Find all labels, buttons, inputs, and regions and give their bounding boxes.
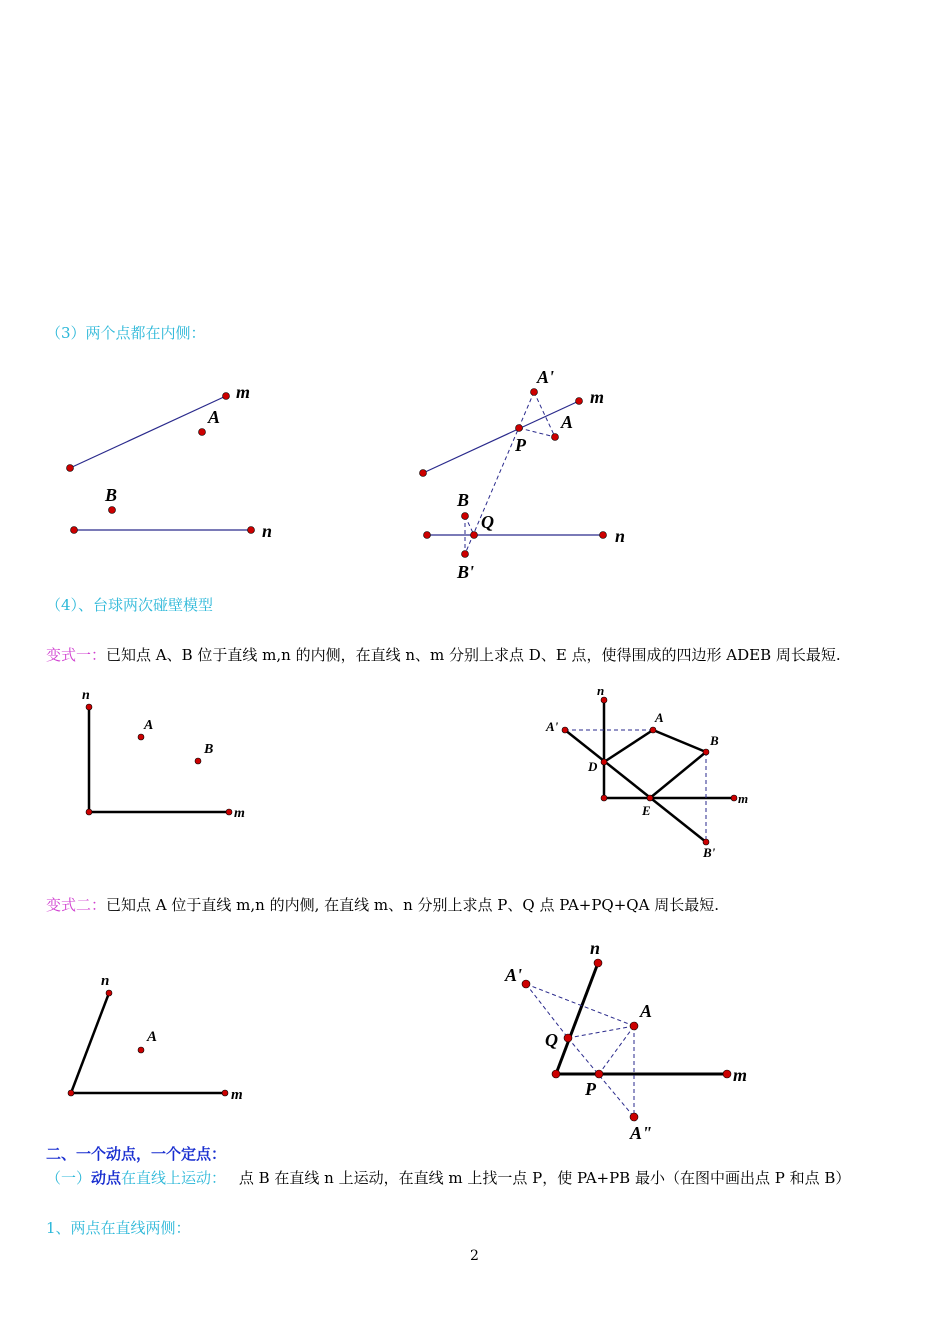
label-e: E — [642, 803, 651, 818]
sub-desc: 点 B 在直线 n 上运动，在直线 m 上找一点 P，使 PA+PB 最小（在图中画出点 P 和点 B） — [238, 1169, 851, 1187]
label-a-prime: A' — [505, 965, 523, 985]
label-b: B — [457, 490, 470, 510]
point-p — [595, 1070, 603, 1078]
point-a — [630, 1022, 638, 1030]
section-3-title: （3）两个点都在内侧： — [46, 324, 206, 342]
label-m: m — [234, 806, 245, 821]
item-1-title: 1、两点在直线两侧： — [46, 1219, 191, 1237]
label-a: A — [208, 407, 221, 427]
point-q — [564, 1034, 572, 1042]
label-n: n — [615, 526, 626, 546]
sub-prefix: （一） — [46, 1169, 92, 1187]
label-d: D — [588, 759, 598, 774]
variant-2-prefix: 变式二： — [46, 896, 107, 914]
label-q: Q — [481, 512, 494, 532]
part-2-heading: 二、一个动点，一个定点： — [46, 1145, 227, 1163]
label-m: m — [733, 1065, 748, 1085]
point-origin — [552, 1070, 560, 1078]
label-n: n — [82, 688, 90, 703]
label-m: m — [590, 387, 605, 407]
sub-bold: 动点 — [91, 1169, 122, 1187]
label-a: A — [144, 718, 154, 733]
label-b-prime: B' — [703, 845, 716, 860]
part-2-subheading — [46, 1169, 850, 1187]
sub-rest: 在直线上运动： — [121, 1169, 227, 1187]
label-m: m — [236, 382, 251, 402]
label-n: n — [597, 683, 605, 698]
label-a-prime: A' — [537, 367, 555, 387]
label-b: B — [710, 733, 719, 748]
label-a: A — [655, 710, 664, 725]
label-a: A — [561, 412, 574, 432]
page-number: 2 — [470, 1248, 479, 1264]
label-b: B — [105, 485, 118, 505]
label-a: A — [640, 1001, 653, 1021]
label-m: m — [231, 1087, 243, 1103]
section-4-title: （4）、台球两次碰壁模型 — [46, 596, 214, 614]
label-n: n — [262, 521, 273, 541]
label-n: n — [590, 938, 601, 958]
variant-1-text: 已知点 A、B 位于直线 m,n 的内侧，在直线 n、m 分别上求点 D、E 点，使得围成的四边形 ADEB 周长最短. — [106, 646, 841, 664]
label-q: Q — [545, 1030, 558, 1050]
point-n — [594, 959, 602, 967]
label-a: A — [147, 1029, 158, 1045]
label-b-prime: B' — [457, 562, 475, 582]
label-a-prime: A' — [546, 719, 559, 734]
point-a-double-prime — [630, 1113, 638, 1121]
point-a-prime — [522, 980, 530, 988]
label-b: B — [204, 742, 214, 757]
label-p: P — [515, 435, 526, 455]
variant-2-text: 已知点 A 位于直线 m,n 的内侧, 在直线 m、n 分别上求点 P、Q 点 PA+PQ+QA 周长最短. — [106, 896, 719, 914]
label-p: P — [585, 1079, 596, 1099]
point-m — [723, 1070, 731, 1078]
label-n: n — [101, 973, 110, 989]
label-m: m — [738, 791, 749, 806]
variant-1-prefix: 变式一： — [46, 646, 107, 664]
label-a-double-prime: A" — [630, 1123, 652, 1143]
